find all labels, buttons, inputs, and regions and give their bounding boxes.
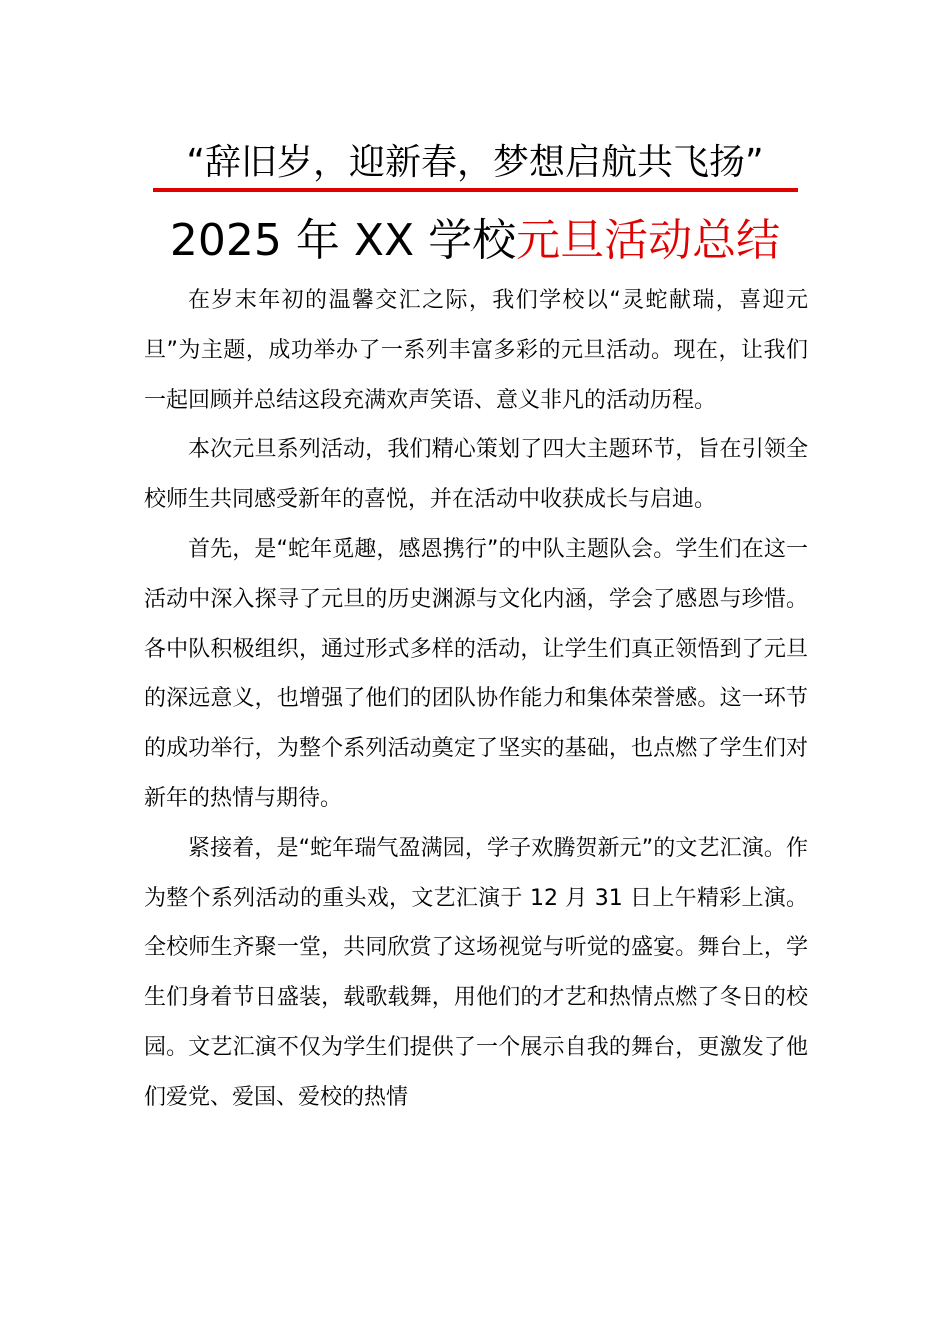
document-subtitle: “辞旧岁，迎新春，梦想启航共飞扬” bbox=[186, 142, 764, 183]
paragraph: 紧接着，是“蛇年瑞气盈满园，学子欢腾贺新元”的文艺汇演。作为整个系列活动的重头戏，文艺汇演于 12 月 31 日上午精彩上演。全校师生齐聚一堂，共同欣赏了这场视觉与听觉的盛宴。舞台上，学生们身着节日盛装，载歌载舞，用他们的才艺和热情点燃了冬日的校园。文艺汇演不仅为学生们提供了一个展示自我的舞台，更激发了他们爱党、爱国、爱校的热情 bbox=[144, 835, 808, 1110]
paragraph: 在岁末年初的温馨交汇之际，我们学校以“灵蛇献瑞，喜迎元旦”为主题，成功举办了一系列丰富多彩的元旦活动。现在，让我们一起回顾并总结这段充满欢声笑语、意义非凡的活动历程。 bbox=[144, 288, 808, 413]
document-body bbox=[144, 276, 808, 1123]
paragraph: 首先，是“蛇年觅趣，感恩携行”的中队主题队会。学生们在这一活动中深入探寻了元旦的历史渊源与文化内涵，学会了感恩与珍惜。各中队积极组织，通过形式多样的活动，让学生们真正领悟到了元旦的深远意义，也增强了他们的团队协作能力和集体荣誉感。这一环节的成功举行，为整个系列活动奠定了坚实的基础，也点燃了学生们对新年的热情与期待。 bbox=[144, 536, 808, 811]
document-title bbox=[0, 210, 950, 272]
title-black-part: 2025 年 XX 学校 bbox=[169, 215, 517, 266]
paragraph: 本次元旦系列活动，我们精心策划了四大主题环节，旨在引领全校师生共同感受新年的喜悦，并在活动中收获成长与启迪。 bbox=[144, 437, 808, 513]
title-red-part: 元旦活动总结 bbox=[516, 215, 781, 266]
red-divider-line bbox=[153, 188, 798, 192]
